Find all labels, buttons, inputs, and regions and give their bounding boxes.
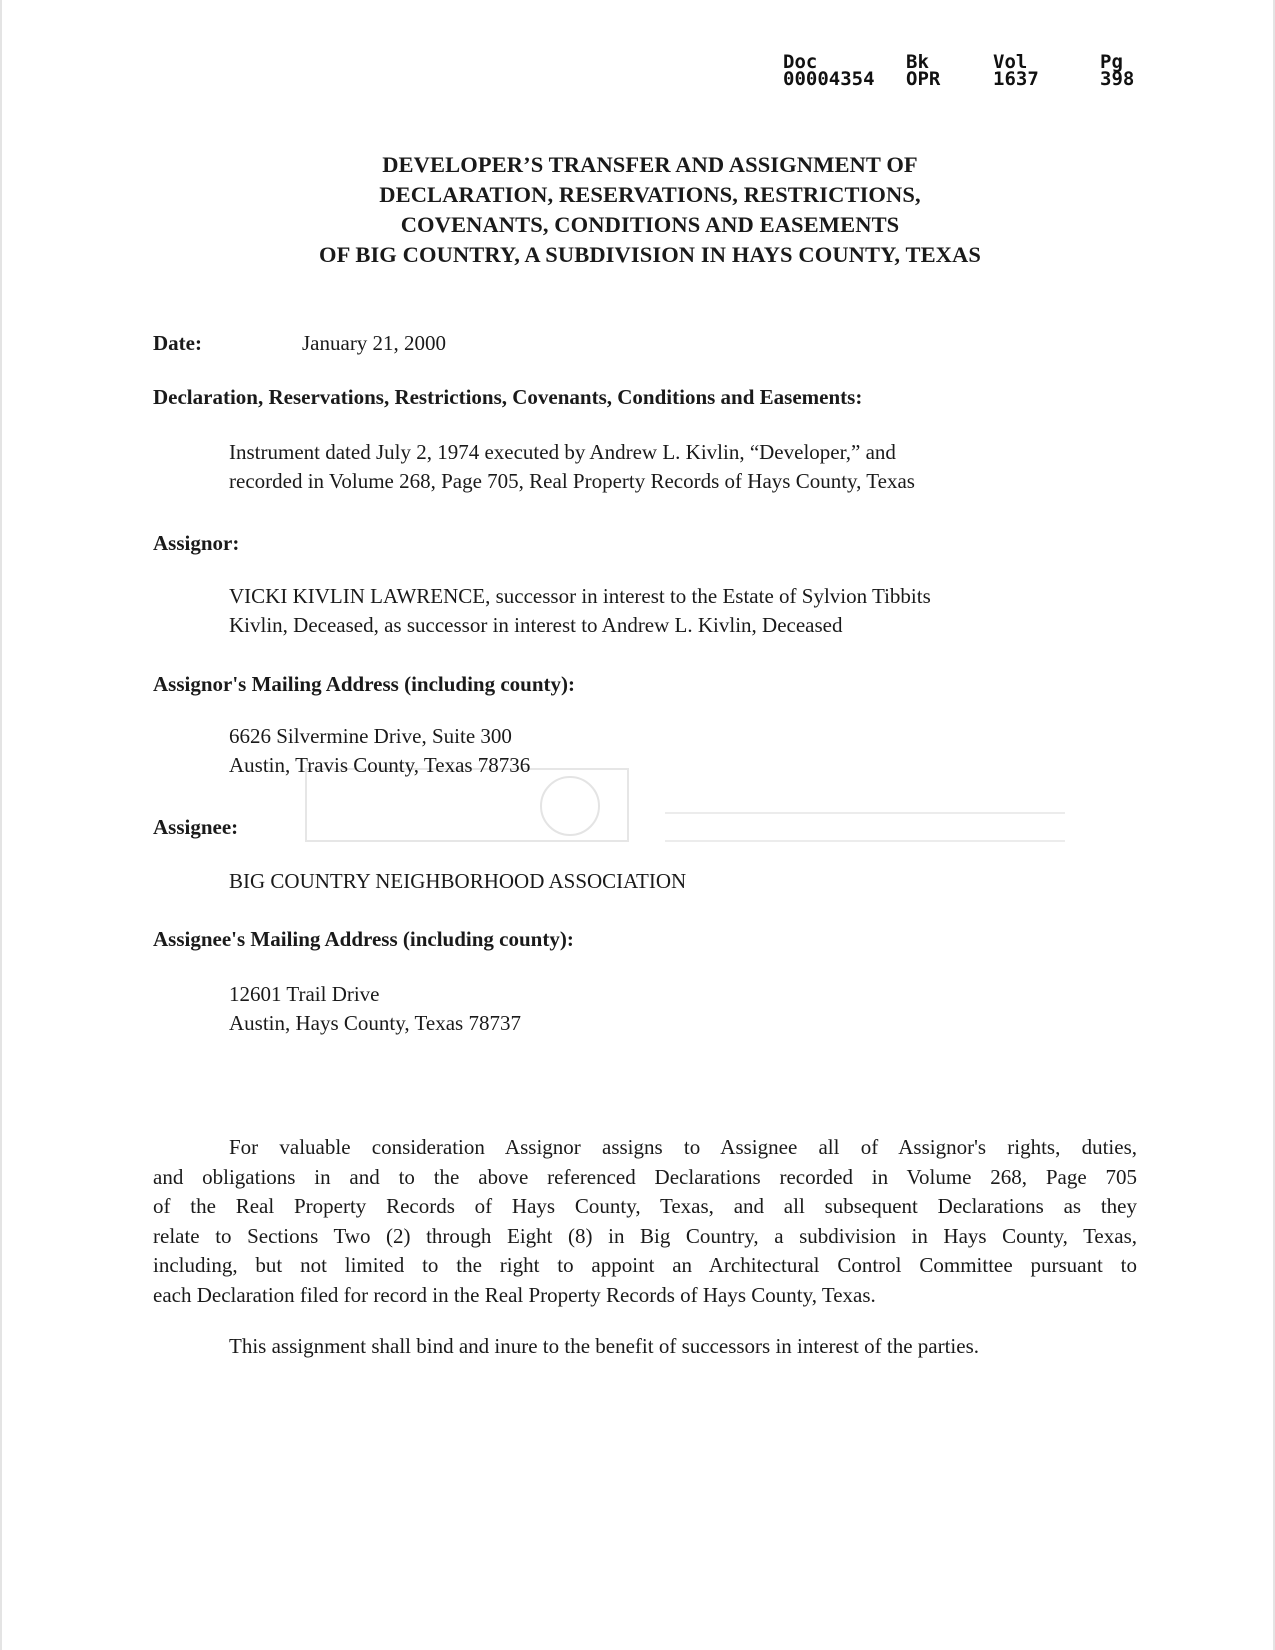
text-line: recorded in Volume 268, Page 705, Real Property Records of Hays County, Texas: [229, 469, 915, 493]
address-line: 12601 Trail Drive: [229, 982, 380, 1006]
text-line: VICKI KIVLIN LAWRENCE, successor in interest to the Estate of Sylvion Tibbits: [229, 584, 931, 608]
assignee-address: [229, 980, 521, 1038]
stamp-doc-header: Doc: [783, 51, 818, 73]
paragraph-line: For valuable consideration Assignor assigns to Assignee all of Assignor's rights, duties,: [229, 1135, 1137, 1159]
title-line: DECLARATION, RESERVATIONS, RESTRICTIONS,: [379, 182, 921, 207]
text-line: BIG COUNTRY NEIGHBORHOOD ASSOCIATION: [229, 869, 687, 893]
assignor-address: [229, 722, 530, 780]
stamp-volume-header: Vol: [993, 51, 1028, 73]
stamp-page-value: 398: [1100, 68, 1135, 90]
title-line: OF BIG COUNTRY, A SUBDIVISION IN HAYS COUNTY, TEXAS: [319, 242, 981, 267]
recording-stamp-book: [906, 51, 941, 90]
assignee-label: Assignee:: [153, 815, 239, 839]
stamp-book-value: OPR: [906, 68, 941, 90]
assignor-address-label: Assignor's Mailing Address (including county):: [153, 672, 576, 696]
address-line: Austin, Travis County, Texas 78736: [229, 753, 531, 777]
address-line: Austin, Hays County, Texas 78737: [229, 1011, 521, 1035]
stamp-page-header: Pg: [1100, 51, 1123, 73]
recording-stamp-page: [1100, 51, 1135, 90]
document-title: [150, 150, 1150, 270]
assignment-paragraph: [153, 1133, 1137, 1310]
assignee-address-label: Assignee's Mailing Address (including county):: [153, 927, 574, 951]
declaration-description: [229, 438, 915, 496]
paragraph-line: of the Real Property Records of Hays County, Texas, and all subsequent Declarations as they: [153, 1194, 1137, 1218]
address-line: 6626 Silvermine Drive, Suite 300: [229, 724, 512, 748]
assignor-label: Assignor:: [153, 531, 240, 555]
paragraph-line: and obligations in and to the above referenced Declarations recorded in Volume 268, Page 705: [153, 1164, 1137, 1189]
recording-stamp-volume: [993, 51, 1039, 90]
declaration-label: Declaration, Reservations, Restrictions, Covenants, Conditions and Easements:: [153, 385, 863, 409]
page-edge-left: [0, 0, 2, 1650]
title-line: DEVELOPER’S TRANSFER AND ASSIGNMENT OF: [382, 152, 918, 177]
text-line: Instrument dated July 2, 1974 executed by Andrew L. Kivlin, “Developer,” and: [229, 440, 896, 464]
assignee-name: [229, 867, 686, 896]
stamp-volume-value: 1637: [993, 68, 1039, 90]
binding-clause: This assignment shall bind and inure to the benefit of successors in interest of the parties.: [229, 1334, 979, 1358]
paragraph-line: each Declaration filed for record in the Real Property Records of Hays County, Texas.: [153, 1282, 876, 1307]
seal-circle-ghost: [540, 776, 600, 836]
signature-line-ghost: [665, 840, 1065, 842]
date-label: Date:: [153, 331, 202, 355]
stamp-doc-number: 00004354: [783, 68, 875, 90]
title-line: COVENANTS, CONDITIONS AND EASEMENTS: [400, 212, 900, 237]
date-value: January 21, 2000: [302, 331, 447, 355]
stamp-book-header: Bk: [906, 51, 929, 73]
recording-stamp-doc: [783, 51, 875, 90]
signature-line-ghost: [665, 812, 1065, 814]
assignor-name: [229, 582, 931, 640]
paragraph-line: including, but not limited to the right to appoint an Architectural Control Committee pursuant to: [153, 1253, 1137, 1277]
paragraph-line: relate to Sections Two (2) through Eight (8) in Big Country, a subdivision in Hays County, Texas,: [153, 1223, 1137, 1248]
text-line: Kivlin, Deceased, as successor in interest to Andrew L. Kivlin, Deceased: [229, 613, 843, 637]
